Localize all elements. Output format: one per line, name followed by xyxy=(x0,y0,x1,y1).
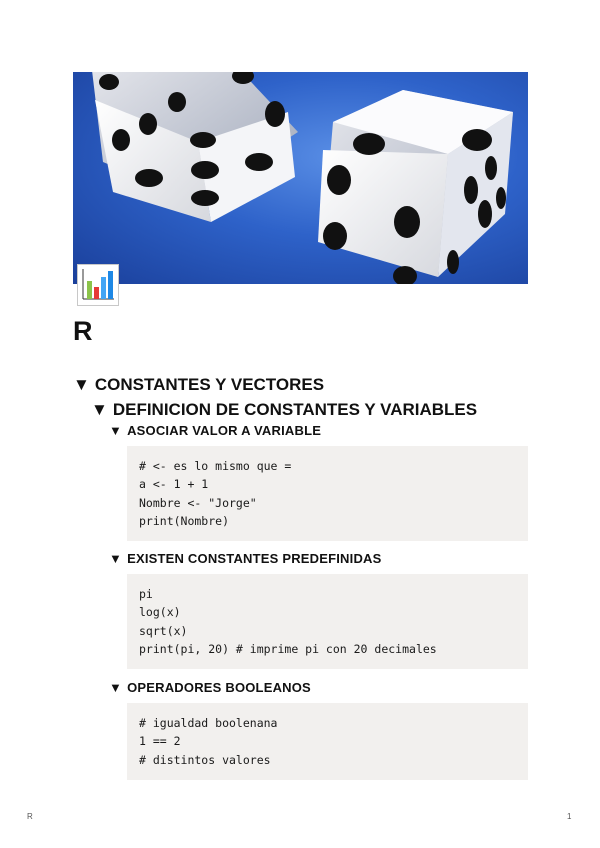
section-heading-label: CONSTANTES Y VECTORES xyxy=(94,375,325,394)
page-title: R xyxy=(73,316,93,346)
dice-illustration xyxy=(73,72,528,284)
banner-image xyxy=(73,72,528,284)
item-heading-existen[interactable] xyxy=(109,551,382,566)
item-heading-asociar[interactable] xyxy=(109,423,321,438)
page-number: 1 xyxy=(567,812,572,821)
code-line: a <- 1 + 1 xyxy=(139,477,209,492)
bar-chart-icon xyxy=(77,264,119,306)
subsection-heading-label: DEFINICION DE CONSTANTES Y VARIABLES xyxy=(112,400,478,419)
code-block xyxy=(127,446,528,541)
code-line: # <- es lo mismo que = xyxy=(139,459,292,473)
code-line: 1 == 2 xyxy=(139,734,181,749)
collapse-triangle-icon[interactable]: ▼ xyxy=(73,375,90,394)
code-line: pi xyxy=(139,587,153,601)
item-heading-operadores[interactable] xyxy=(109,680,311,695)
code-block xyxy=(127,574,528,669)
item-heading-label: EXISTEN CONSTANTES PREDEFINIDAS xyxy=(127,551,382,566)
right-die xyxy=(318,90,513,284)
code-line: # distintos valores xyxy=(139,752,271,767)
collapse-triangle-icon[interactable]: ▼ xyxy=(109,551,123,566)
code-line: Nombre <- "Jorge" xyxy=(139,495,257,510)
code-line: print(Nombre) xyxy=(139,513,230,528)
subsection-heading-definicion[interactable] xyxy=(91,400,477,420)
code-line: sqrt(x) xyxy=(139,623,188,638)
code-line: log(x) xyxy=(139,605,181,620)
footer-left: R xyxy=(27,812,33,821)
code-block xyxy=(127,703,528,780)
collapse-triangle-icon[interactable]: ▼ xyxy=(91,400,108,419)
code-line: print(pi, 20) # imprime pi con 20 decimales xyxy=(139,641,437,656)
code-line: # igualdad boolenana xyxy=(139,716,278,730)
left-die xyxy=(91,72,298,222)
collapse-triangle-icon[interactable]: ▼ xyxy=(109,680,123,695)
collapse-triangle-icon[interactable]: ▼ xyxy=(109,423,123,438)
section-heading-constantes[interactable] xyxy=(73,375,324,395)
item-heading-label: ASOCIAR VALOR A VARIABLE xyxy=(127,423,322,438)
item-heading-label: OPERADORES BOOLEANOS xyxy=(127,680,311,695)
